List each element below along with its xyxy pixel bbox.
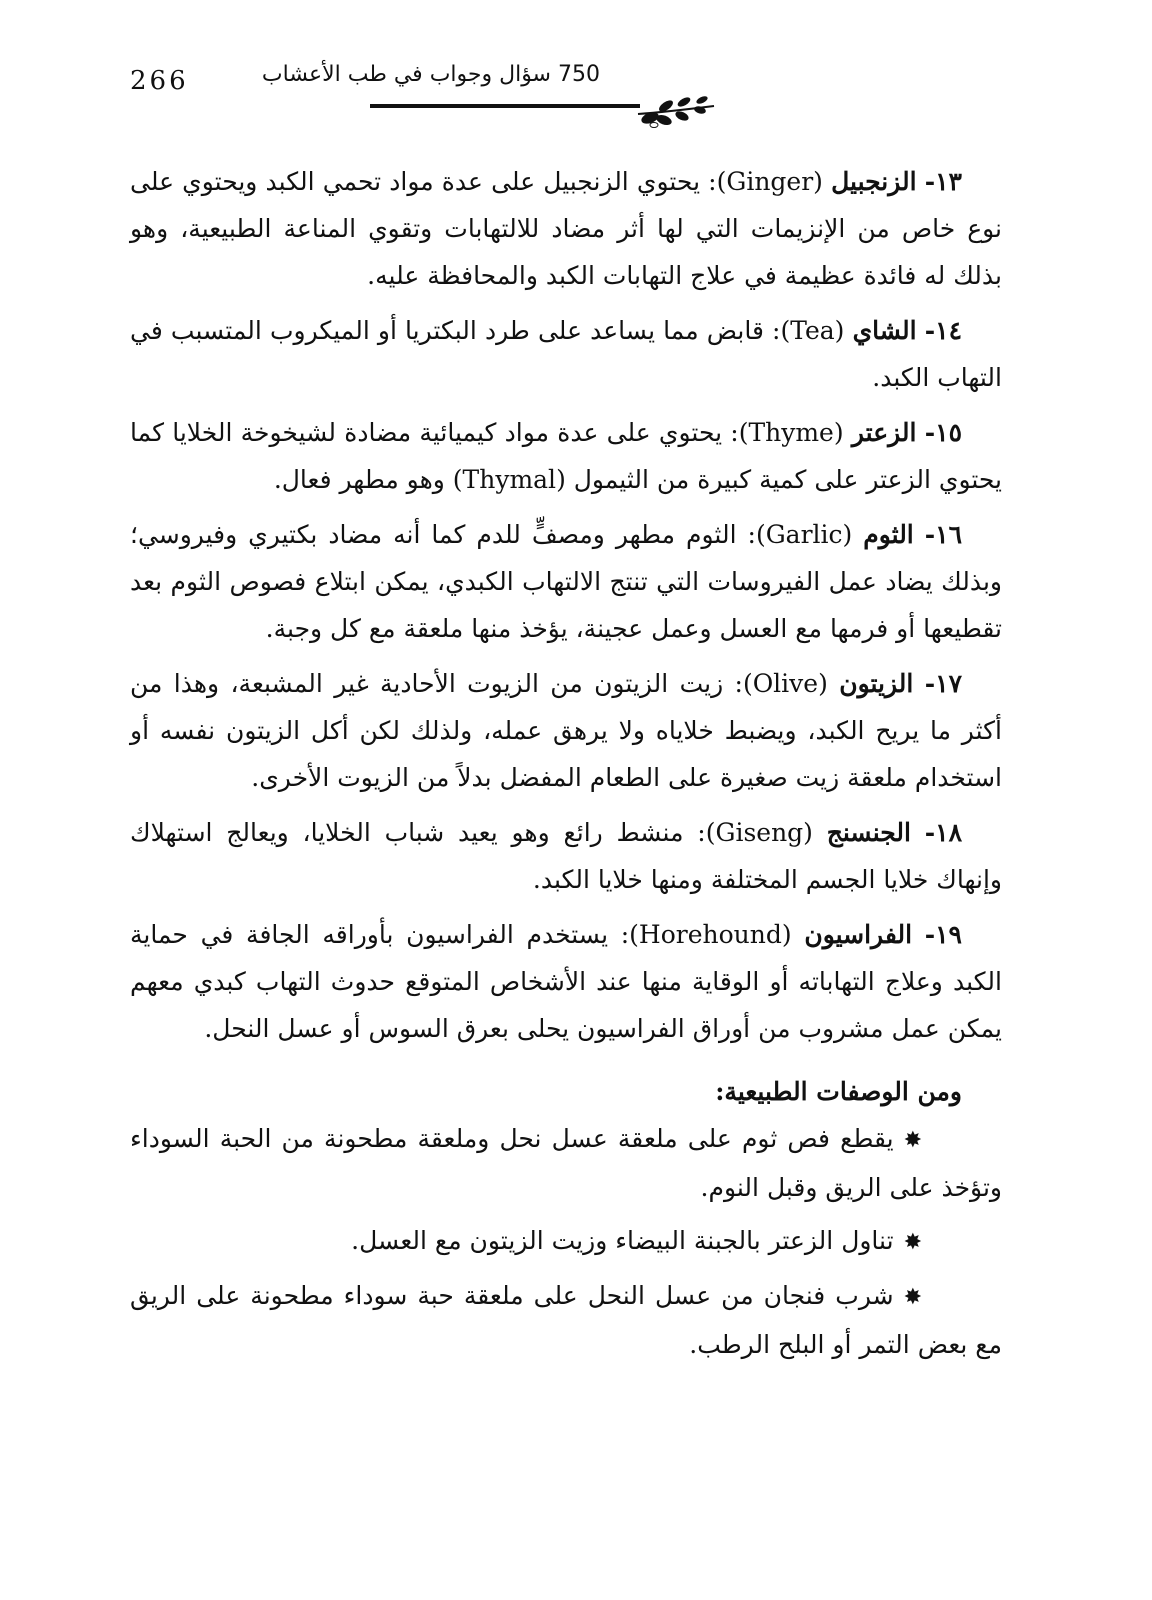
recipe-text: تناول الزعتر بالجبنة البيضاء وزيت الزيتون مع العسل. [351,1226,894,1255]
latin-name: (Giseng) [705,818,813,847]
entry-horehound [130,911,1002,1052]
running-title: 750 سؤال وجواب في طب الأعشاب [261,62,600,87]
entry-text: : منشط رائع وهو يعيد شباب الخلايا، ويعالج استهلاك وإنهاك خلايا الجسم المختلفة ومنها خلايا الكبد. [130,818,1002,894]
herb-name: الفراسيون [804,920,913,949]
latin-name: (Horehound) [629,920,792,949]
entry-garlic [130,511,1002,652]
recipe-text: شرب فنجان من عسل النحل على ملعقة حبة سوداء مطحونة على الريق مع بعض التمر أو البلح الرطب. [130,1281,1002,1359]
entry-thyme [130,409,1002,503]
leaf-ornament-icon [636,92,716,132]
star-bullet-icon: ✸ [903,1230,922,1255]
entry-number: ١٩- [924,920,962,949]
recipes-heading: ومن الوصفات الطبيعية: [715,1077,962,1106]
entry-number: ١٨- [924,818,962,847]
entry-number: ١٧- [924,669,962,698]
entry-text: : يستخدم الفراسيون بأوراقه الجافة في حماية الكبد وعلاج التهاباته أو الوقاية منها عند الأشخاص المتوقع حدوث التهاب كبدي معهم يمكن عمل مشروب من أوراق الفراسيون يحلى بعرق السوس أو عسل النحل. [130,920,1002,1043]
main-text [130,158,1002,1374]
recipe-item [130,1272,1002,1368]
recipe-text: يقطع فص ثوم على ملعقة عسل نحل وملعقة مطحونة من الحبة السوداء وتؤخذ على الريق وقبل النوم. [130,1124,1002,1202]
entry-text: : زيت الزيتون من الزيوت الأحادية غير المشبعة، وهذا من أكثر ما يريح الكبد، ويضبط خلاياه ولا يرهق عمله، ولذلك لكن أكل الزيتون نفسه أو استخدام ملعقة زيت صغيرة على الطعام المفضل بدلاً من الزيوت الأخرى. [130,669,1002,792]
entry-olive [130,660,1002,801]
herb-name: الزنجبيل [831,167,917,196]
entry-number: ١٤- [924,316,963,345]
header-rule [370,104,640,108]
entry-text: : الثوم مطهر ومصفٍّ للدم كما أنه مضاد بكتيري وفيروسي؛ وبذلك يضاد عمل الفيروسات التي تنتج الالتهاب الكبدي، يمكن ابتلاع فصوص الثوم بعد تقطيعها أو فرمها مع العسل وعمل عجينة، يؤخذ منها ملعقة مع كل وجبة. [130,520,1002,643]
herb-name: الزيتون [839,669,914,698]
herb-name: الجنسنج [826,818,911,847]
star-bullet-icon: ✸ [903,1285,922,1310]
latin-name: (Ginger) [716,167,823,196]
entry-number: ١٣- [924,167,962,196]
herb-name: الشاي [852,316,917,345]
page-number: 266 [130,66,189,96]
entry-ginseng [130,809,1002,903]
herb-name: الزعتر [851,418,917,447]
latin-name: (Olive) [742,669,828,698]
latin-name: (Thyme) [738,418,844,447]
entry-number: ١٥- [924,418,962,447]
entry-text: : يحتوي على عدة مواد كيميائية مضادة لشيخوخة الخلايا كما يحتوي الزعتر على كمية كبيرة من الثيمول (Thymal) وهو مطهر فعال. [130,418,1002,494]
entry-number: ١٦- [924,520,962,549]
entry-text: : قابض مما يساعد على طرد البكتريا أو الميكروب المتسبب في التهاب الكبد. [130,316,1002,392]
latin-name: (Garlic) [755,520,853,549]
latin-name: (Tea) [780,316,845,345]
herb-name: الثوم [863,520,914,549]
entry-ginger [130,158,1002,299]
entry-text: : يحتوي الزنجبيل على عدة مواد تحمي الكبد ويحتوي على نوع خاص من الإنزيمات التي لها أثر مضاد للالتهابات وتقوي المناعة الطبيعية، وهو بذلك له فائدة عظيمة في علاج التهابات الكبد والمحافظة عليه. [130,167,1002,290]
entry-tea [130,307,1002,401]
recipe-item [130,1217,1002,1266]
recipe-item [130,1115,1002,1211]
page-header [130,62,970,132]
star-bullet-icon: ✸ [903,1128,922,1153]
